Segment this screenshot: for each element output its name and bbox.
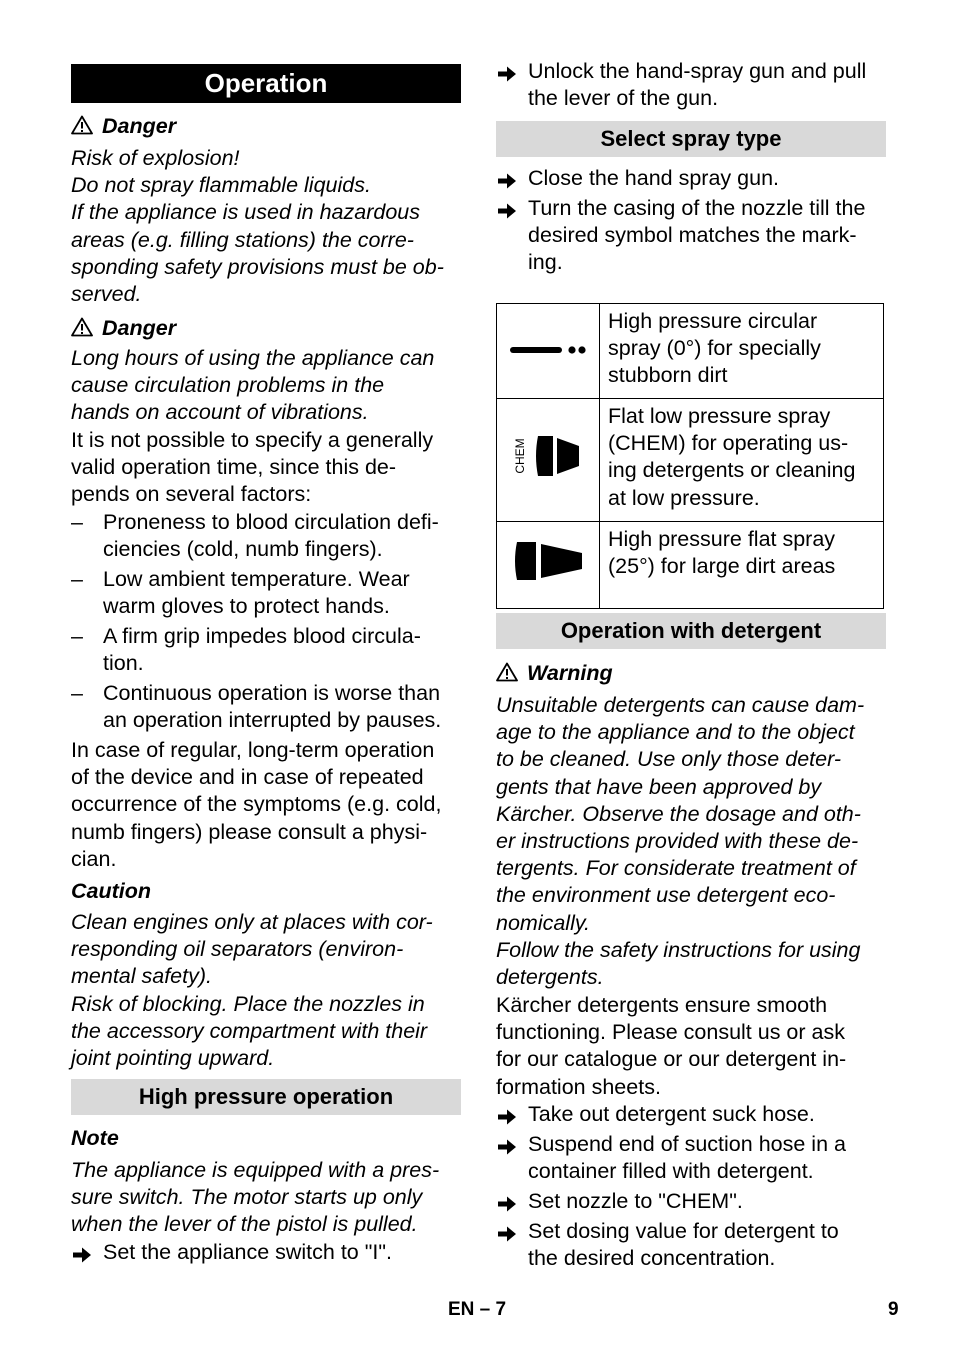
warning-triangle-icon (496, 662, 518, 689)
text-line: served. (71, 282, 142, 307)
warning-triangle-icon (71, 115, 93, 142)
danger-label-1 (71, 113, 176, 142)
text-line: Close the hand spray gun. (528, 166, 779, 190)
text-line: Risk of blocking. Place the nozzles in (71, 991, 425, 1016)
text-line: Unlock the hand-spray gun and pull (528, 59, 867, 83)
list-dash: – (71, 681, 83, 705)
text-line: Set nozzle to "CHEM". (528, 1189, 743, 1213)
text-line: Continuous operation is worse than (103, 681, 441, 705)
warning-label (496, 660, 613, 689)
text-line: areas (e.g. filling stations) the corre- (71, 227, 414, 252)
list-dash: – (71, 510, 83, 534)
list-dash: – (71, 624, 83, 648)
text-line: Follow the safety instructions for using (496, 937, 861, 962)
table-row (497, 304, 884, 399)
circular-spray-icon (508, 338, 588, 362)
text-line: Unsuitable detergents can cause dam- (496, 693, 865, 717)
text-line: tion. (103, 651, 144, 676)
text-line: Clean engines only at places with cor- (71, 910, 433, 934)
text-line: the desired concentration. (528, 1246, 776, 1271)
text-line: pends on several factors: (71, 482, 312, 507)
danger-text-2 (71, 345, 434, 427)
text-line: Do not spray flammable liquids. (71, 173, 371, 198)
arrow-right-icon (72, 1244, 92, 1262)
text-line: cian. (71, 846, 117, 871)
text-line: ing detergents or cleaning (608, 458, 856, 483)
text-line: High pressure flat spray (608, 527, 836, 551)
danger-label-text: Danger (102, 316, 177, 340)
section-heading-detergent: Operation with detergent (496, 613, 886, 649)
warning-text (496, 692, 864, 991)
text-line: an operation interrupted by pauses. (103, 708, 442, 733)
caution-text (71, 909, 433, 1072)
text-line: Set dosing value for detergent to (528, 1219, 839, 1243)
text-line: Turn the casing of the nozzle till the (528, 196, 866, 220)
text-line: the lever of the gun. (528, 86, 719, 111)
text-line: High pressure circular (608, 309, 818, 333)
section-heading-select-spray: Select spray type (496, 121, 886, 157)
table-icon-cell (497, 522, 600, 609)
paragraph-karcher-detergents (496, 992, 846, 1101)
page-label: EN – 7 (448, 1299, 507, 1320)
table-icon-cell (497, 399, 600, 522)
text-line: er instructions provided with these de- (496, 829, 859, 854)
text-line: the accessory compartment with their (71, 1018, 428, 1043)
text-line: valid operation time, since this de- (71, 455, 397, 480)
text-line: gents that have been approved by (496, 774, 822, 799)
chem-spray-icon (513, 432, 583, 480)
list-dash: – (71, 567, 83, 591)
text-line: Kärcher. Observe the dosage and oth- (496, 801, 861, 826)
text-line: mental safety). (71, 964, 212, 989)
arrow-right-icon (497, 1193, 517, 1211)
text-line: Take out detergent suck hose. (528, 1102, 815, 1126)
arrow-right-icon (497, 63, 517, 81)
text-line: the environment use detergent eco- (496, 883, 836, 908)
danger-text-1 (71, 145, 444, 308)
text-line: age to the appliance and to the object (496, 720, 855, 745)
text-line: Flat low pressure spray (608, 404, 831, 428)
arrow-right-icon (497, 1106, 517, 1124)
text-line: (25°) for large dirt areas (608, 554, 836, 579)
paragraph-operation-time (71, 427, 433, 509)
danger-label-text: Danger (102, 114, 177, 138)
warning-triangle-icon (71, 317, 93, 344)
table-row (497, 399, 884, 522)
text-line: warm gloves to protect hands. (103, 594, 390, 619)
text-line: container filled with detergent. (528, 1159, 814, 1184)
text-line: (CHEM) for operating us- (608, 431, 849, 456)
text-line: occurrence of the symptoms (e.g. cold, (71, 792, 442, 817)
text-line: stubborn dirt (608, 363, 728, 388)
text-line: to be cleaned. Use only those deter- (496, 747, 842, 772)
text-line: responding oil separators (environ- (71, 937, 404, 962)
text-line: hands on account of vibrations. (71, 400, 369, 425)
arrow-right-icon (497, 170, 517, 188)
text-line: formation sheets. (496, 1074, 661, 1099)
caution-label: Caution (71, 879, 152, 903)
note-text (71, 1157, 439, 1239)
text-line: of the device and in case of repeated (71, 765, 424, 790)
arrow-right-icon (497, 200, 517, 218)
text-line: sure switch. The motor starts up only (71, 1185, 423, 1210)
text-line: ciencies (cold, numb fingers). (103, 537, 383, 562)
table-text-cell (600, 304, 884, 399)
table-text-cell (600, 522, 884, 609)
text-line: If the appliance is used in hazardous (71, 200, 421, 225)
paragraph-consult-physician (71, 737, 441, 873)
danger-label-2 (71, 315, 176, 344)
text-line: tergents. For considerate treatment of (496, 856, 856, 881)
text-line: when the lever of the pistol is pulled. (71, 1212, 418, 1237)
section-heading-high-pressure: High pressure operation (71, 1079, 461, 1115)
text-line: numb fingers) please consult a physi- (71, 819, 428, 844)
text-line: Set the appliance switch to "I". (103, 1240, 392, 1264)
table-row (497, 522, 884, 609)
text-line: nomically. (496, 910, 590, 935)
text-line: Risk of explosion! (71, 146, 240, 170)
text-line: spray (0°) for specially (608, 336, 821, 361)
text-line: cause circulation problems in the (71, 373, 385, 398)
text-line: Low ambient temperature. Wear (103, 567, 410, 591)
text-line: Kärcher detergents ensure smooth (496, 993, 828, 1017)
table-text-cell (600, 399, 884, 522)
text-line: detergents. (496, 965, 604, 990)
arrow-right-icon (497, 1223, 517, 1241)
text-line: Proneness to blood circulation defi- (103, 510, 439, 534)
text-line: ing. (528, 250, 563, 275)
arrow-right-icon (497, 1136, 517, 1154)
chem-label: CHEM (513, 438, 527, 475)
section-title-operation: Operation (71, 64, 461, 103)
text-line: It is not possible to specify a generally (71, 428, 434, 452)
page-number: 9 (888, 1299, 899, 1320)
text-line: A firm grip impedes blood circula- (103, 624, 421, 648)
warning-label-text: Warning (527, 661, 613, 685)
text-line: The appliance is equipped with a pres- (71, 1158, 440, 1182)
text-line: desired symbol matches the mark- (528, 223, 857, 248)
text-line: joint pointing upward. (71, 1046, 275, 1071)
text-line: Suspend end of suction hose in a (528, 1132, 846, 1156)
flat-spray-icon (512, 564, 584, 588)
note-label: Note (71, 1126, 119, 1150)
text-line: for our catalogue or our detergent in- (496, 1047, 847, 1072)
text-line: at low pressure. (608, 485, 760, 510)
table-icon-cell (497, 304, 600, 399)
text-line: Long hours of using the appliance can (71, 346, 435, 370)
text-line: In case of regular, long-term operation (71, 738, 435, 762)
spray-type-table (496, 303, 884, 609)
text-line: sponding safety provisions must be ob- (71, 254, 444, 279)
text-line: functioning. Please consult us or ask (496, 1020, 845, 1045)
